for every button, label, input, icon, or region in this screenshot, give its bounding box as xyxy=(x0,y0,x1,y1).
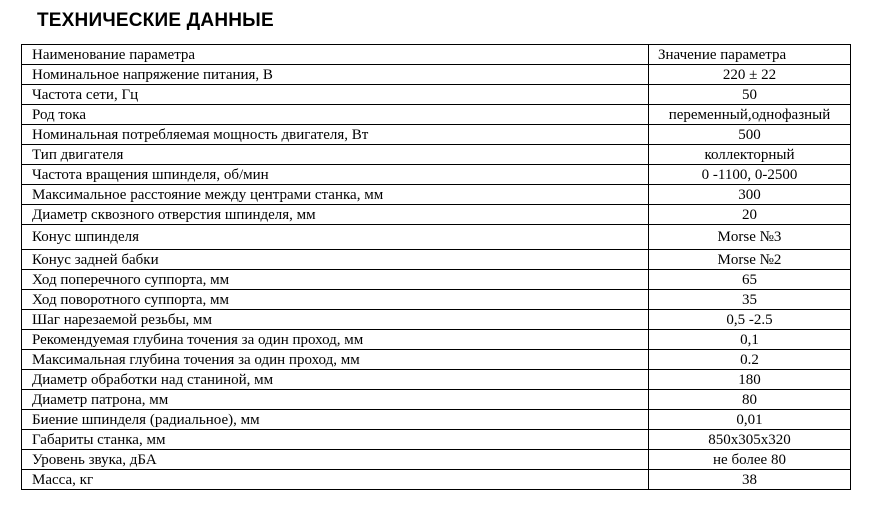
table-row xyxy=(22,270,851,290)
table-row xyxy=(22,125,851,145)
parameter-value-cell: 0,1 xyxy=(649,330,851,350)
parameter-value-cell: Morse №3 xyxy=(649,225,851,250)
parameter-value-cell: 20 xyxy=(649,205,851,225)
parameter-name-cell: Габариты станка, мм xyxy=(22,430,649,450)
parameter-name-cell: Рекомендуемая глубина точения за один проход, мм xyxy=(22,330,649,350)
parameter-value-cell: 220 ± 22 xyxy=(649,65,851,85)
parameter-name-cell: Шаг нарезаемой резьбы, мм xyxy=(22,310,649,330)
parameter-name-cell: Тип двигателя xyxy=(22,145,649,165)
table-row xyxy=(22,250,851,270)
parameter-name-cell: Род тока xyxy=(22,105,649,125)
parameter-name-cell: Конус шпинделя xyxy=(22,225,649,250)
table-row xyxy=(22,290,851,310)
parameter-name-cell: Диаметр сквозного отверстия шпинделя, мм xyxy=(22,205,649,225)
parameter-value-cell: 38 xyxy=(649,470,851,490)
parameter-name-cell: Максимальная глубина точения за один проход, мм xyxy=(22,350,649,370)
table-row xyxy=(22,145,851,165)
parameter-name-cell: Уровень звука, дБА xyxy=(22,450,649,470)
table-row xyxy=(22,205,851,225)
table-row xyxy=(22,225,851,250)
parameter-name-cell: Номинальная потребляемая мощность двигателя, Вт xyxy=(22,125,649,145)
table-row xyxy=(22,65,851,85)
parameter-name-cell: Частота сети, Гц xyxy=(22,85,649,105)
specifications-table xyxy=(21,44,851,490)
table-row xyxy=(22,410,851,430)
parameter-name-cell: Номинальное напряжение питания, В xyxy=(22,65,649,85)
parameter-value-cell: Morse №2 xyxy=(649,250,851,270)
parameter-name-cell: Диаметр обработки над станиной, мм xyxy=(22,370,649,390)
parameter-value-cell: 80 xyxy=(649,390,851,410)
parameter-name-cell: Конус задней бабки xyxy=(22,250,649,270)
parameter-value-cell: переменный,однофазный xyxy=(649,105,851,125)
table-header-row xyxy=(22,45,851,65)
parameter-value-cell: 0 -1100, 0-2500 xyxy=(649,165,851,185)
table-row xyxy=(22,85,851,105)
parameter-name-cell: Диаметр патрона, мм xyxy=(22,390,649,410)
table-row xyxy=(22,350,851,370)
parameter-value-cell: 300 xyxy=(649,185,851,205)
column-header-value: Значение параметра xyxy=(649,45,851,65)
parameter-value-cell: 35 xyxy=(649,290,851,310)
parameter-value-cell: не более 80 xyxy=(649,450,851,470)
parameter-name-cell: Биение шпинделя (радиальное), мм xyxy=(22,410,649,430)
table-row xyxy=(22,450,851,470)
parameter-name-cell: Масса, кг xyxy=(22,470,649,490)
table-row xyxy=(22,370,851,390)
parameter-name-cell: Частота вращения шпинделя, об/мин xyxy=(22,165,649,185)
table-row xyxy=(22,430,851,450)
table-row xyxy=(22,165,851,185)
table-row xyxy=(22,390,851,410)
table-row xyxy=(22,185,851,205)
page-title: ТЕХНИЧЕСКИЕ ДАННЫЕ xyxy=(37,10,274,31)
parameter-value-cell: коллекторный xyxy=(649,145,851,165)
parameter-value-cell: 50 xyxy=(649,85,851,105)
table-row xyxy=(22,330,851,350)
parameter-value-cell: 0.2 xyxy=(649,350,851,370)
parameter-value-cell: 850х305х320 xyxy=(649,430,851,450)
column-header-parameter: Наименование параметра xyxy=(22,45,649,65)
table-row xyxy=(22,310,851,330)
parameter-name-cell: Ход поворотного суппорта, мм xyxy=(22,290,649,310)
parameter-name-cell: Ход поперечного суппорта, мм xyxy=(22,270,649,290)
parameter-value-cell: 0,5 -2.5 xyxy=(649,310,851,330)
parameter-value-cell: 180 xyxy=(649,370,851,390)
parameter-value-cell: 0,01 xyxy=(649,410,851,430)
parameter-value-cell: 500 xyxy=(649,125,851,145)
table-row xyxy=(22,470,851,490)
parameter-name-cell: Максимальное расстояние между центрами станка, мм xyxy=(22,185,649,205)
parameter-value-cell: 65 xyxy=(649,270,851,290)
table-row xyxy=(22,105,851,125)
